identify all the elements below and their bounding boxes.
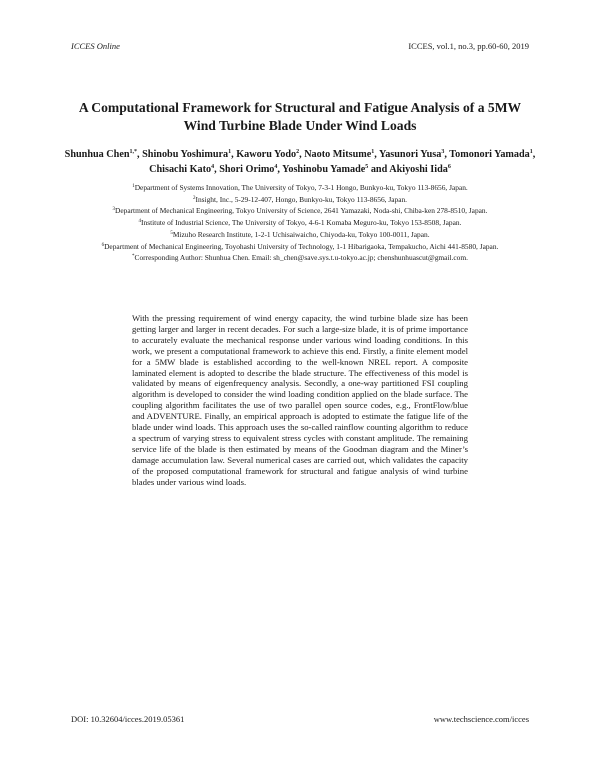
affiliation-text: Insight, Inc., 5-29-12-407, Hongo, Bunkyo-ku, Tokyo 113-8656, Japan. (195, 194, 408, 204)
affiliation-mark: 4 (138, 219, 142, 225)
affiliation (60, 252, 540, 264)
journal-name: ICCES Online (71, 41, 120, 51)
author-affiliation-mark: 2 (296, 149, 300, 155)
author-affiliation-mark: 1 (371, 149, 375, 155)
affiliation-mark: 3 (112, 207, 115, 213)
author-separator: , (444, 149, 450, 160)
author-affiliation-mark: 3 (441, 149, 445, 155)
author-affiliation-mark: 5 (365, 163, 369, 170)
author-affiliation-mark: 4 (274, 163, 278, 170)
author-name: Akiyoshi Iida (389, 163, 448, 175)
author-name: Kaworu Yodo (236, 149, 297, 160)
author-separator: , (137, 149, 143, 160)
affiliation-mark: * (132, 254, 135, 260)
website-link[interactable]: www.techscience.com/icces (433, 714, 529, 724)
author-affiliation-mark: 1 (529, 149, 533, 155)
author-name: Yasunori Yusa (378, 149, 442, 160)
affiliation (60, 205, 540, 217)
paper-title (60, 99, 540, 135)
author-separator: , (231, 149, 237, 160)
affiliation-text: Department of Systems Innovation, The University of Tokyo, 7-3-1 Hongo, Bunkyo-ku, Tokyo 113-8656, Japan. (134, 183, 468, 192)
affiliation-mark: 2 (192, 195, 196, 201)
affiliation-text: Department of Mechanical Engineering, Tokyo University of Science, 2641 Yamazaki, Noda-shi, Chiba-ken 278-8510, Japan. (115, 206, 488, 216)
affiliation-mark: 5 (170, 230, 173, 236)
citation-info: ICCES, vol.1, no.3, pp.60-60, 2019 (408, 41, 529, 51)
author-name: Chisachi Kato (149, 163, 212, 175)
author-affiliation-mark: 6 (447, 163, 451, 170)
author-separator: , (374, 149, 379, 160)
author-name: Yoshinobu Yamade (282, 163, 366, 175)
author-name: Tomonori Yamada (449, 149, 530, 160)
affiliation-list (60, 182, 540, 264)
affiliation (60, 241, 540, 253)
affiliation-text: Institute of Industrial Science, The University of Tokyo, 4-6-1 Komaba Meguro-ku, Tokyo 153-8508, Japan. (141, 218, 462, 228)
author-separator: and (368, 163, 390, 175)
author-name: Shinobu Yoshimura (142, 149, 229, 160)
author-list (60, 148, 540, 177)
author-separator: , (299, 149, 305, 160)
author-affiliation-mark: 1,* (129, 149, 138, 155)
affiliation-text: Mizuho Research Institute, 1-2-1 Uchisaiwaicho, Chiyoda-ku, Tokyo 100-0011, Japan. (172, 229, 430, 239)
author-affiliation-mark: 4 (211, 163, 215, 170)
author-name: Naoto Mitsume (304, 149, 372, 160)
title-line: Wind Turbine Blade Under Wind Loads (183, 118, 417, 133)
affiliation (60, 182, 540, 194)
affiliation (60, 217, 540, 229)
affiliation (60, 229, 540, 241)
affiliation-mark: 6 (101, 242, 105, 248)
author-name: Shori Orimo (219, 163, 275, 175)
author-separator: , (277, 163, 283, 175)
affiliation-text: Department of Mechanical Engineering, Toyohashi University of Technology, 1-1 Hibarigaoka, Tempakucho, Aichi 441-8580, Japan. (104, 241, 499, 251)
affiliation-text: Corresponding Author: Shunhua Chen. Email: sh_chen@save.sys.t.u-tokyo.ac.jp; chenshunhuascut@gmail.com. (134, 253, 468, 263)
author-affiliation-mark: 1 (228, 149, 232, 155)
author-separator: , (214, 163, 220, 175)
title-line: A Computational Framework for Structural and Fatigue Analysis of a 5MW (78, 100, 522, 115)
affiliation-mark: 1 (132, 184, 135, 189)
abstract: With the pressing requirement of wind energy capacity, the wind turbine blade size has been getting larger and larger in recent decades. For such a large-size blade, it is of prime importance to accurately evaluate the mechanical response under various wind loading conditions. In this work, we present a computational framework to achieve this end. Firstly, a finite element model for a 5MW blade is established according to the well-known NREL report. A composite laminated element is adopted to describe the blade structure. The effectiveness of this model is validated by means of eigenfrequency analysis. Secondly, a one-way partitioned FSI coupling algorithm is developed to consider the wind loading condition applied on the blade surface. The coupling algorithm facilitates the use of two parallel open source codes, e.g., FrontFlow/blue and ADVENTURE. Finally, an empirical approach is adopted to estimate the fatigue life of the blade under wind loads. This approach uses the so-called rainflow counting algorithm to reduce a spectrum of varying stress to equivalent stress cycles with constant amplitude. The remaining service life of the blade is then estimated by means of the Goodman diagram and the Miner’s damage accumulation law. Several numerical cases are carried out, which validates the capacity of the proposed computational framework for structural and fatigue analysis of wind turbine blades under various wind loads. (132, 313, 468, 487)
doi: DOI: 10.32604/icces.2019.05361 (71, 714, 185, 724)
affiliation (60, 194, 540, 206)
author-name: Shunhua Chen (64, 149, 130, 160)
author-separator: , (532, 149, 536, 160)
